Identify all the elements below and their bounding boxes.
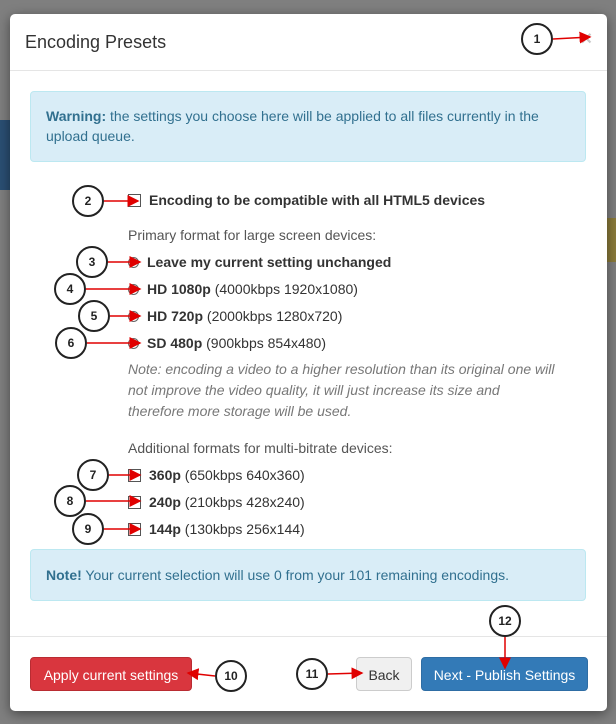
callout-badge: 5 xyxy=(78,300,110,332)
primary-option-1080p[interactable] xyxy=(128,279,358,299)
additional-option-360p[interactable] xyxy=(128,465,305,485)
encoding-usage-alert xyxy=(30,549,586,601)
callout-badge: 7 xyxy=(77,459,109,491)
option-label: SD 480p xyxy=(147,335,203,351)
apply-current-settings-button[interactable]: Apply current settings xyxy=(30,657,192,691)
option-label: HD 1080p xyxy=(147,281,211,297)
callout-badge: 4 xyxy=(54,273,86,305)
close-icon[interactable]: × xyxy=(580,28,592,50)
option-label: 144p xyxy=(149,521,181,537)
callout-badge: 2 xyxy=(72,185,104,217)
encoding-presets-dialog xyxy=(10,14,607,711)
checkbox-360p[interactable] xyxy=(128,469,141,482)
html5-checkbox[interactable] xyxy=(128,194,141,207)
resolution-note: Note: encoding a video to a higher resolution than its original one will not improve the video quality, it will just increase its size and therefore more storage will be used. xyxy=(128,361,555,419)
callout-badge: 8 xyxy=(54,485,86,517)
primary-option-480p[interactable] xyxy=(128,333,326,353)
radio-480p[interactable] xyxy=(128,338,139,349)
primary-option-unchanged[interactable] xyxy=(128,252,391,272)
background-page-strip xyxy=(0,120,10,190)
background-page-tab xyxy=(606,218,616,262)
additional-option-240p[interactable] xyxy=(128,492,305,512)
dialog-title: Encoding Presets xyxy=(25,32,167,52)
callout-badge: 1 xyxy=(521,23,553,55)
callout-badge: 9 xyxy=(72,513,104,545)
callout-badge: 3 xyxy=(76,246,108,278)
warning-text: the settings you choose here will be applied to all files currently in the upload queue. xyxy=(46,108,539,144)
html5-label: Encoding to be compatible with all HTML5 devices xyxy=(149,192,486,208)
checkbox-144p[interactable] xyxy=(128,523,141,536)
option-detail: (130kbps 256x144) xyxy=(180,521,305,537)
warning-label: Warning: xyxy=(46,108,107,124)
next-publish-settings-button[interactable]: Next - Publish Settings xyxy=(421,657,588,691)
primary-format-heading: Primary format for large screen devices: xyxy=(128,227,377,243)
callout-badge: 10 xyxy=(215,660,247,692)
callout-badge: 6 xyxy=(55,327,87,359)
option-detail: (900kbps 854x480) xyxy=(202,335,327,351)
radio-unchanged[interactable] xyxy=(128,257,139,268)
dialog-header xyxy=(10,14,607,71)
primary-option-720p[interactable] xyxy=(128,306,342,326)
option-label: Leave my current setting unchanged xyxy=(147,254,392,270)
option-detail: (650kbps 640x360) xyxy=(180,467,305,483)
checkbox-240p[interactable] xyxy=(128,496,141,509)
option-detail: (4000kbps 1920x1080) xyxy=(210,281,358,297)
callout-badge: 11 xyxy=(296,658,328,690)
option-detail: (210kbps 428x240) xyxy=(180,494,305,510)
warning-alert xyxy=(30,91,586,162)
option-label: 240p xyxy=(149,494,181,510)
additional-formats-heading: Additional formats for multi-bitrate devices: xyxy=(128,440,393,456)
back-button[interactable]: Back xyxy=(356,657,412,691)
note-text: Your current selection will use 0 from your 101 remaining encodings. xyxy=(81,567,510,583)
note-label: Note! xyxy=(46,567,82,583)
option-label: 360p xyxy=(149,467,181,483)
option-detail: (2000kbps 1280x720) xyxy=(203,308,343,324)
html5-option[interactable] xyxy=(128,190,485,210)
additional-option-144p[interactable] xyxy=(128,519,305,539)
radio-720p[interactable] xyxy=(128,311,139,322)
callout-badge: 12 xyxy=(489,605,521,637)
radio-1080p[interactable] xyxy=(128,284,139,295)
option-label: HD 720p xyxy=(147,308,204,324)
